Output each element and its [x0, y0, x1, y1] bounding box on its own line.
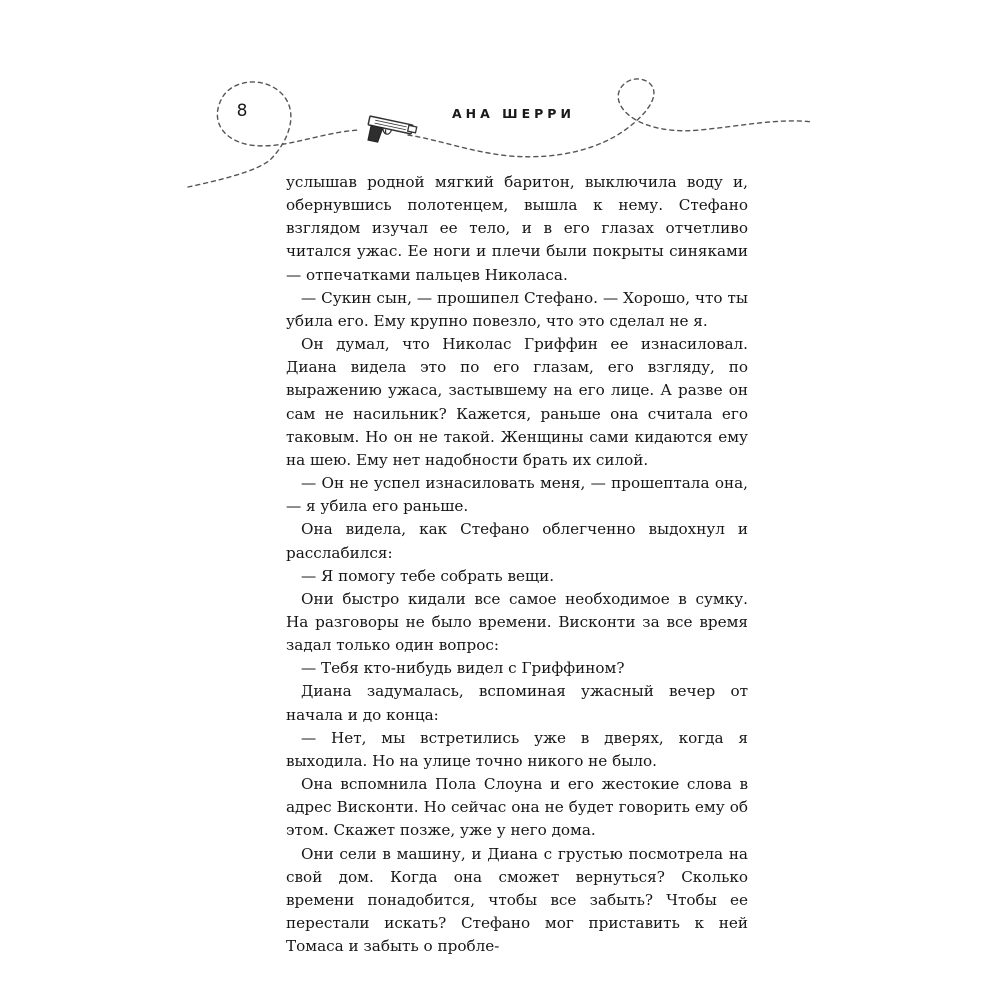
paragraph: Она вспомнила Пола Слоуна и его жестокие слова в адрес Висконти. Но сейчас она не будет говорить ему об этом. Скажет позже, уже у него дома. [286, 775, 748, 840]
paragraph: Он думал, что Николас Гриффин ее изнасиловал. Диана видела это по его глазам, его взгляду, по выражению ужаса, застывшему на его лице. А разве он сам не насильник? Кажется, раньше она считала его таковым. Но он не такой. Женщины сами кидаются ему на шею. Ему нет надобности брать их силой. [286, 335, 748, 469]
page-number: 8 [236, 101, 248, 121]
paragraph: — Я помогу тебе собрать вещи. [301, 566, 555, 585]
paragraph: — Нет, мы встретились уже в дверях, когда я выходила. Но на улице точно никого не было. [286, 728, 748, 770]
paragraph: Она видела, как Стефано облегченно выдохнул и расслабился: [286, 520, 748, 562]
paragraph: — Он не успел изнасиловать меня, — прошептала она, — я убила его раньше. [286, 474, 748, 516]
running-title: АНА ШЕРРИ [452, 106, 575, 121]
paragraph: Они сели в машину, и Диана с грустью посмотрела на свой дом. Когда она сможет вернуться? Сколько времени понадобится, чтобы все забыть? Чтобы ее перестали искать? Стефано мог приставить к ней Томаса и забыть о пробле- [286, 844, 748, 956]
paragraph: услышав родной мягкий баритон, выключила воду и, обернувшись полотенцем, вышла к нему. Стефано взглядом изучал ее тело, и в его глазах отчетливо читался ужас. Ее ноги и плечи были покрыты синяками — отпечатками пальцев Николаса. [286, 173, 748, 284]
paragraph: Диана задумалась, вспоминая ужасный вечер от начала и до конца: [286, 682, 748, 724]
pistol-icon [0, 0, 1000, 200]
body-text [286, 171, 748, 958]
paragraph: — Сукин сын, — прошипел Стефано. — Хорошо, что ты убила его. Ему крупно повезло, что это сделал не я. [286, 288, 748, 330]
paragraph: — Тебя кто-нибудь видел с Гриффином? [301, 659, 625, 678]
paragraph: Они быстро кидали все самое необходимое в сумку. На разговоры не было времени. Висконти за все время задал только один вопрос: [286, 589, 748, 655]
